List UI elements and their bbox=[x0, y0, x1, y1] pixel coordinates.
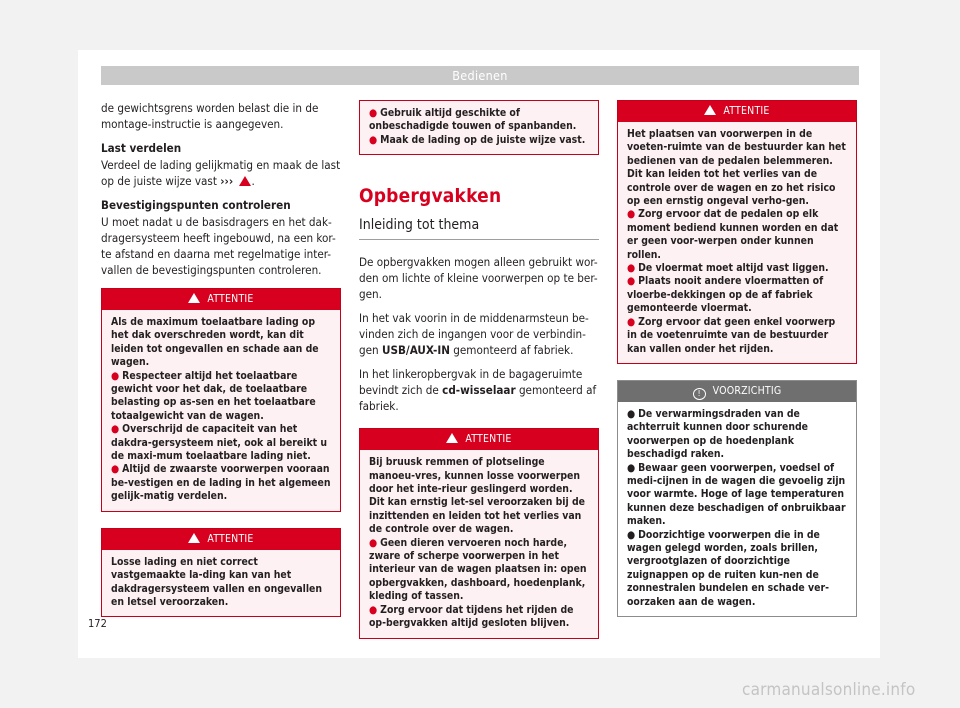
caution-box bbox=[617, 380, 857, 617]
list-item: ● Geen dieren vervoeren noch harde, zware of scherpe voorwerpen in het interieur van de wagen plaatsen in: open opbergvakken, dashboard, hoedenplank, kleding of tassen. bbox=[369, 536, 587, 603]
storage-paragraph-2: In het vak voorin in de middenarmsteun be-vinden zich de ingangen voor de verbindin-gen USB/AUX-IN gemonteerd af fabriek. bbox=[359, 311, 589, 358]
caution-circle-icon: ! bbox=[693, 388, 706, 400]
warning-header bbox=[102, 529, 340, 550]
warning-reference-icon bbox=[239, 176, 251, 186]
warning-body bbox=[360, 450, 598, 637]
storage-paragraph-1: De opbergvakken mogen alleen gebruikt wor-den om lichte of kleine voorwerpen op te ber-gen. bbox=[359, 255, 598, 302]
watermark-text: carmanualsonline.info bbox=[742, 680, 916, 700]
column-3 bbox=[617, 100, 857, 631]
page-number: 172 bbox=[88, 617, 107, 630]
fix-heading: Bevestigingspunten controleren bbox=[101, 198, 291, 212]
warning-box-continued bbox=[359, 100, 599, 155]
warning-triangle-icon bbox=[188, 293, 200, 303]
fix-paragraph: U moet nadat u de basisdragers en het dak-dragersysteem heeft ingebouwd, na een kor-te afstand en daarna met regelmatige inter-vallen de bevestigingspunten controleren. bbox=[101, 215, 336, 277]
caution-body bbox=[618, 402, 856, 616]
warning-header bbox=[360, 429, 598, 450]
intro-text: de gewichtsgrens worden belast die in de montage-instructie is aangegeven. bbox=[101, 101, 319, 131]
section-subtitle: Inleiding tot thema bbox=[359, 217, 599, 240]
list-item: ● Doorzichtige voorwerpen die in de wagen gelegd worden, zoals brillen, vergrootglazen of doorzichtige zuignappen op de ruiten kun-nen de zonnestralen bundelen en schade ver-oorzaken aan de wagen. bbox=[627, 528, 829, 608]
section-title: Opbergvakken bbox=[359, 185, 502, 208]
cd-changer-label: cd-wisselaar bbox=[442, 383, 516, 398]
list-item: ● Respecteer altijd het toelaatbare gewicht voor het dak, de toelaatbare belasting op as-sen en het toelaatbare totaalgewicht van de wagen. bbox=[111, 369, 316, 422]
warning-triangle-icon bbox=[446, 433, 458, 443]
warning-body bbox=[618, 122, 856, 363]
warning-triangle-icon bbox=[704, 105, 716, 115]
list-item: ● Zorg ervoor dat geen enkel voorwerp in de voetenruimte van de bestuurder kan vallen onder het rijden. bbox=[627, 315, 836, 355]
list-item: ● Overschrijd de capaciteit van het dakdra-gersysteem niet, ook al bereikt u de maxi-mum toelaatbare lading niet. bbox=[111, 423, 328, 463]
warning-box-roof-load bbox=[101, 288, 341, 512]
warning-intro: Bij bruusk remmen of plotselinge manoeu-vres, kunnen losse voorwerpen door het inte-rieur geslingerd worden. Dit kan ernstig let-sel veroorzaken bij de inzittenden en leiden tot het verlies van de controle over de wagen. bbox=[369, 456, 585, 536]
warning-triangle-icon bbox=[188, 533, 200, 543]
column-2 bbox=[359, 100, 599, 653]
warning-header bbox=[618, 101, 856, 122]
warning-title: ATTENTIE bbox=[207, 293, 254, 305]
list-item: ● De vloermat moet altijd vast liggen. bbox=[627, 262, 829, 275]
load-heading: Last verdelen bbox=[101, 141, 182, 155]
list-item: ● De verwarmingsdraden van de achterruit kunnen door schurende voorwerpen op de hoedenplank beschadigd raken. bbox=[627, 407, 809, 461]
usb-aux-label: USB/AUX-IN bbox=[381, 343, 450, 358]
column-1 bbox=[101, 100, 341, 631]
list-item: ● Bewaar geen voorwerpen, voedsel of medi-cijnen in de wagen die gevoelig zijn voor warmte. Hoge of lage temperaturen kunnen deze beschadigen of onbruikbaar maken. bbox=[627, 461, 846, 528]
list-item: ● Zorg ervoor dat tijdens het rijden de op-bergvakken altijd gesloten blijven. bbox=[369, 603, 574, 630]
warning-title: ATTENTIE bbox=[723, 105, 770, 117]
warning-intro: Losse lading en niet correct vastgemaakte la-ding kan van het dakdragersysteem vallen en ongevallen en letsel veroorzaken. bbox=[111, 555, 323, 608]
reference-arrows[interactable]: ››› bbox=[220, 174, 234, 188]
caution-title: VOORZICHTIG bbox=[712, 384, 782, 397]
load-text: Verdeel de lading gelijkmatig en maak de last op de juiste wijze vast bbox=[101, 158, 341, 188]
list-item: ● Maak de lading op de juiste wijze vast. bbox=[369, 133, 586, 146]
warning-body bbox=[102, 550, 340, 617]
warning-intro: Het plaatsen van voorwerpen in de voeten-ruimte van de bestuurder kan het bedienen van de pedalen belemmeren. Dit kan leiden tot het verlies van de controle over de wagen en zo het risico op een ernstig ongeval verho-gen. bbox=[627, 128, 846, 208]
warning-box-footwell bbox=[617, 100, 857, 364]
warning-header bbox=[102, 289, 340, 310]
warning-title: ATTENTIE bbox=[465, 433, 512, 446]
section-header: Bedienen bbox=[101, 66, 859, 85]
list-item: ● Plaats nooit andere vloermatten of vloerbe-dekkingen op de af fabriek gemonteerde vloermat. bbox=[627, 275, 824, 315]
warning-body bbox=[360, 101, 598, 154]
warning-title: ATTENTIE bbox=[207, 532, 254, 545]
warning-intro: Als de maximum toelaatbare lading op het dak overschreden wordt, kan dit leiden tot ongevallen en schade aan de wagen. bbox=[111, 316, 319, 369]
list-item: ● Gebruik altijd geschikte of onbeschadigde touwen of spanbanden. bbox=[369, 107, 577, 133]
warning-box-loose-load bbox=[101, 528, 341, 618]
load-paragraph: Verdeel de lading gelijkmatig en maak de last op de juiste wijze vast ››› . bbox=[101, 158, 341, 188]
list-item: ● Altijd de zwaarste voorwerpen vooraan be-vestigen en de lading in het algemeen gelijk-matig verdelen. bbox=[111, 463, 331, 503]
warning-box-loose-objects bbox=[359, 428, 599, 638]
list-item: ● Zorg ervoor dat de pedalen op elk moment bediend kunnen worden en dat er geen voor-werpen onder kunnen rollen. bbox=[627, 208, 839, 261]
storage-paragraph-3: In het linkeropbergvak in de bagageruimte bevindt zich de cd-wisselaar gemonteerd af fabriek. bbox=[359, 367, 597, 414]
warning-body bbox=[102, 310, 340, 511]
caution-header bbox=[618, 381, 856, 402]
